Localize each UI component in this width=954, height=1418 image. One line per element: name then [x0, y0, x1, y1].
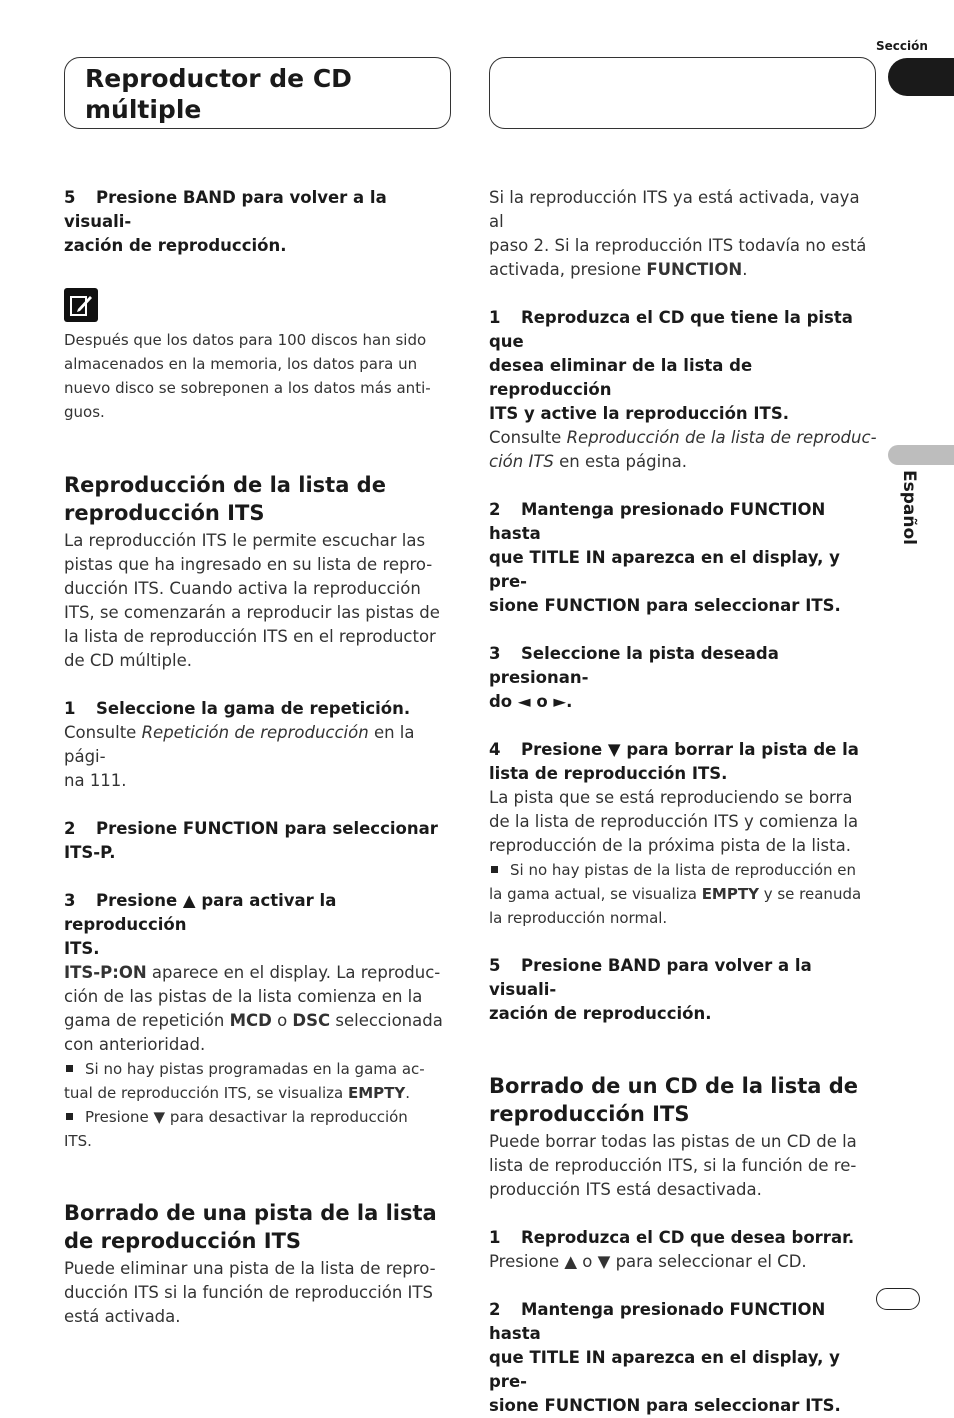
header-empty-box: [489, 57, 876, 129]
chapter-title-line2: múltiple: [85, 95, 202, 124]
step-5: 5 Presione BAND para volver a la visuali- zación de reproducción.: [64, 188, 387, 255]
chapter-title-line1: Reproductor de CD: [85, 64, 352, 93]
bullet-square-icon: [66, 1113, 73, 1120]
heading-delete-track: Borrado de una pista de la lista de reproducción ITS: [64, 1201, 437, 1253]
delete-step-5: 5 Presione BAND para volver a la visuali- zación de reproducción.: [489, 956, 812, 1023]
bullet-square-icon: [66, 1065, 73, 1072]
delete-bullet-1: Si no hay pistas de la lista de reproducción en la gama actual, se visualiza EMPTY y se reanuda la reproducción normal.: [489, 861, 862, 927]
delete-step-1-body: Consulte Reproducción de la lista de reproduc- ción ITS en esta página.: [489, 428, 877, 471]
delete-cd-intro: Puede borrar todas las pistas de un CD de la lista de reproducción ITS, si la función de re- producción ITS está desactivada.: [489, 1132, 857, 1199]
its-step-2: 2 Presione FUNCTION para seleccionar ITS-P.: [64, 819, 438, 862]
chapter-title-box: [64, 57, 451, 129]
its-intro: La reproducción ITS le permite escuchar las pistas que ha ingresado en su lista de repro- ducción ITS. Cuando activa la reproducción ITS, se comenzarán a reproducir las pistas de la lista de reproducción ITS en el reproductor de CD múltiple.: [64, 531, 440, 670]
left-column: [64, 186, 454, 1329]
delete-track-intro-cont: Si la reproducción ITS ya está activada, vaya al paso 2. Si la reproducción ITS todavía no está activada, presione FUNCTION.: [489, 188, 867, 279]
its-step-1-body: Consulte Repetición de reproducción en la pági- na 111.: [64, 723, 415, 790]
note-text: Después que los datos para 100 discos han sido almacenados en la memoria, los datos para un nuevo disco se sobreponen a los datos más anti- guos.: [64, 331, 431, 421]
delete-step-1: 1 Reproduzca el CD que tiene la pista que desea eliminar de la lista de reproducción ITS y active la reproducción ITS.: [489, 308, 853, 423]
delete-cd-step-1: 1 Reproduzca el CD que desea borrar.: [489, 1228, 855, 1247]
section-label: Sección: [876, 39, 928, 53]
delete-track-intro: Puede eliminar una pista de la lista de repro- ducción ITS si la función de reproducción ITS está activada.: [64, 1259, 436, 1326]
language-label: Español: [899, 470, 919, 545]
delete-cd-step-2: 2 Mantenga presionado FUNCTION hasta que TITLE IN aparezca en el display, y pre- sione FUNCTION para seleccionar ITS.: [489, 1300, 841, 1415]
bullet-square-icon: [491, 866, 498, 873]
its-step-3: 3 Presione ▲ para activar la reproducción ITS.: [64, 891, 337, 958]
section-tab: [888, 58, 954, 96]
right-column: [489, 186, 879, 1418]
delete-step-3: 3 Seleccione la pista deseada presionan- do ◄ o ►.: [489, 644, 779, 711]
its-step-1: 1 Seleccione la gama de repetición.: [64, 699, 411, 718]
language-tab: [888, 445, 954, 465]
page-number-badge: [876, 1288, 920, 1310]
chapter-title: [85, 63, 450, 125]
note-icon: [64, 288, 98, 322]
heading-its-playback: Reproducción de la lista de reproducción ITS: [64, 473, 386, 525]
heading-delete-cd: Borrado de un CD de la lista de reproducción ITS: [489, 1074, 858, 1126]
its-bullet-1: Si no hay pistas programadas en la gama ac- tual de reproducción ITS, se visualiza EMPTY.: [64, 1060, 425, 1102]
delete-step-4: 4 Presione ▼ para borrar la pista de la lista de reproducción ITS.: [489, 740, 859, 783]
its-bullet-2: Presione ▼ para desactivar la reproducción ITS.: [64, 1108, 408, 1150]
delete-cd-step-1-body: Presione ▲ o ▼ para seleccionar el CD.: [489, 1252, 807, 1271]
delete-step-2: 2 Mantenga presionado FUNCTION hasta que TITLE IN aparezca en el display, y pre- sione FUNCTION para seleccionar ITS.: [489, 500, 841, 615]
its-step-3-body: ITS-P:ON aparece en el display. La reproduc- ción de las pistas de la lista comienza en la gama de repetición MCD o DSC seleccionada con anterioridad.: [64, 963, 443, 1054]
delete-step-4-body: La pista que se está reproduciendo se borra de la lista de reproducción ITS y comienza la reproducción de la próxima pista de la lista.: [489, 788, 859, 855]
